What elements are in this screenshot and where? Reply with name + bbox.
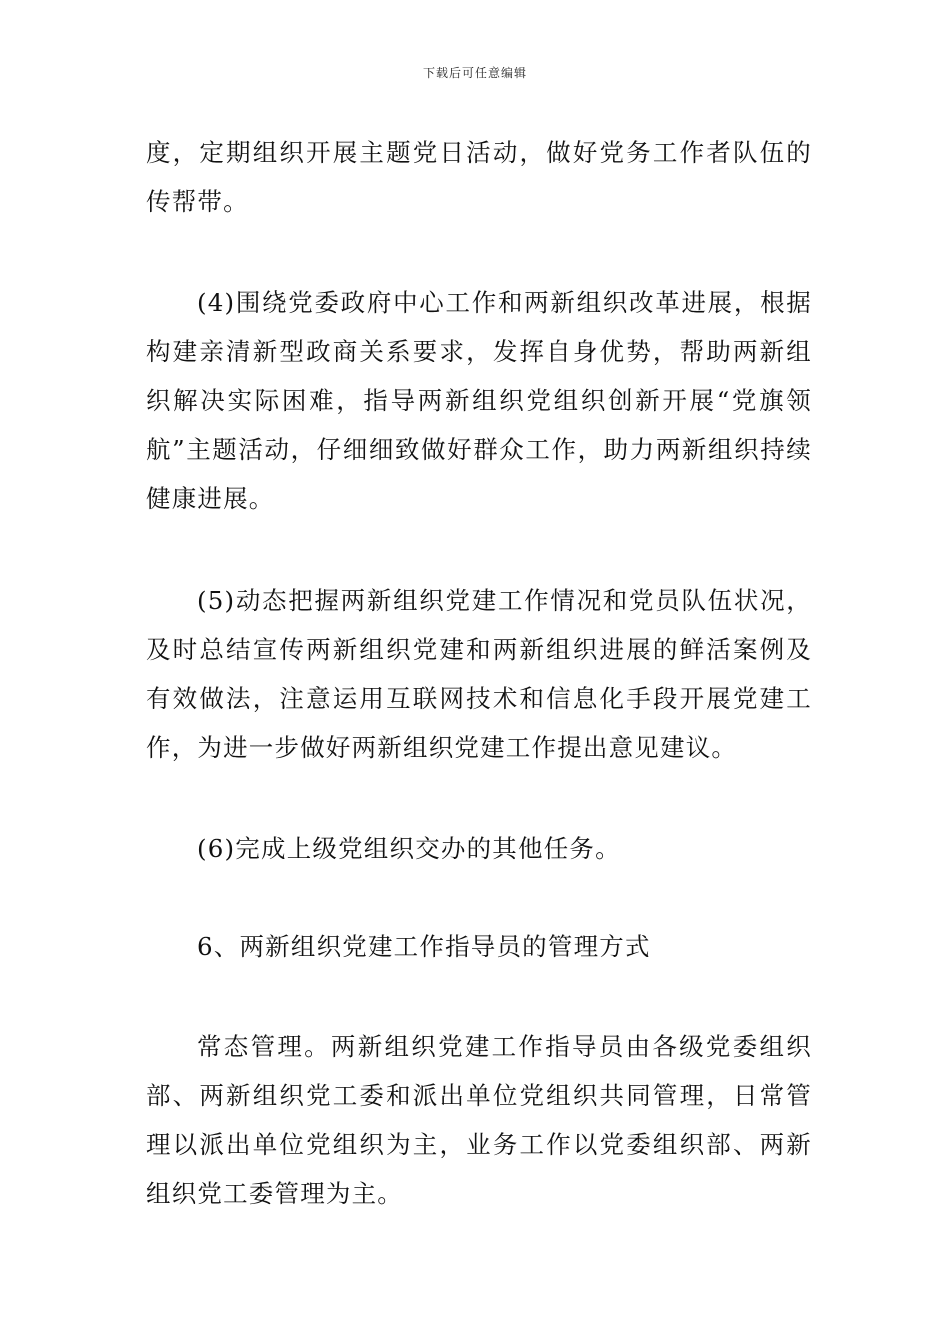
paragraph-item-6: (6)完成上级党组织交办的其他任务。 [197, 834, 621, 863]
paragraph-item-4: (4)围绕党委政府中心工作和两新组织改革进展，根据构建亲清新型政商关系要求，发挥自身优势，帮助两新组织解决实际困难，指导两新组织党组织创新开展“党旗领航”主题活动，仔细细致做好群众工作，助力两新组织持续健康进展。 [146, 288, 812, 513]
page-header: 下载后可任意编辑 [422, 66, 527, 80]
paragraph-management: 常态管理。两新组织党建工作指导员由各级党委组织部、两新组织党工委和派出单位党组织共同管理，日常管理以派出单位党组织为主，业务工作以党委组织部、两新组织党工委管理为主。 [146, 1032, 812, 1208]
paragraph-item-5: (5)动态把握两新组织党建工作情况和党员队伍状况，及时总结宣传两新组织党建和两新组织进展的鲜活案例及有效做法，注意运用互联网技术和信息化手段开展党建工作，为进一步做好两新组织党建工作提出意见建议。 [146, 586, 812, 762]
paragraph-continuation: 度，定期组织开展主题党日活动，做好党务工作者队伍的传帮带。 [146, 138, 812, 216]
section-heading: 6、两新组织党建工作指导员的管理方式 [197, 932, 651, 961]
